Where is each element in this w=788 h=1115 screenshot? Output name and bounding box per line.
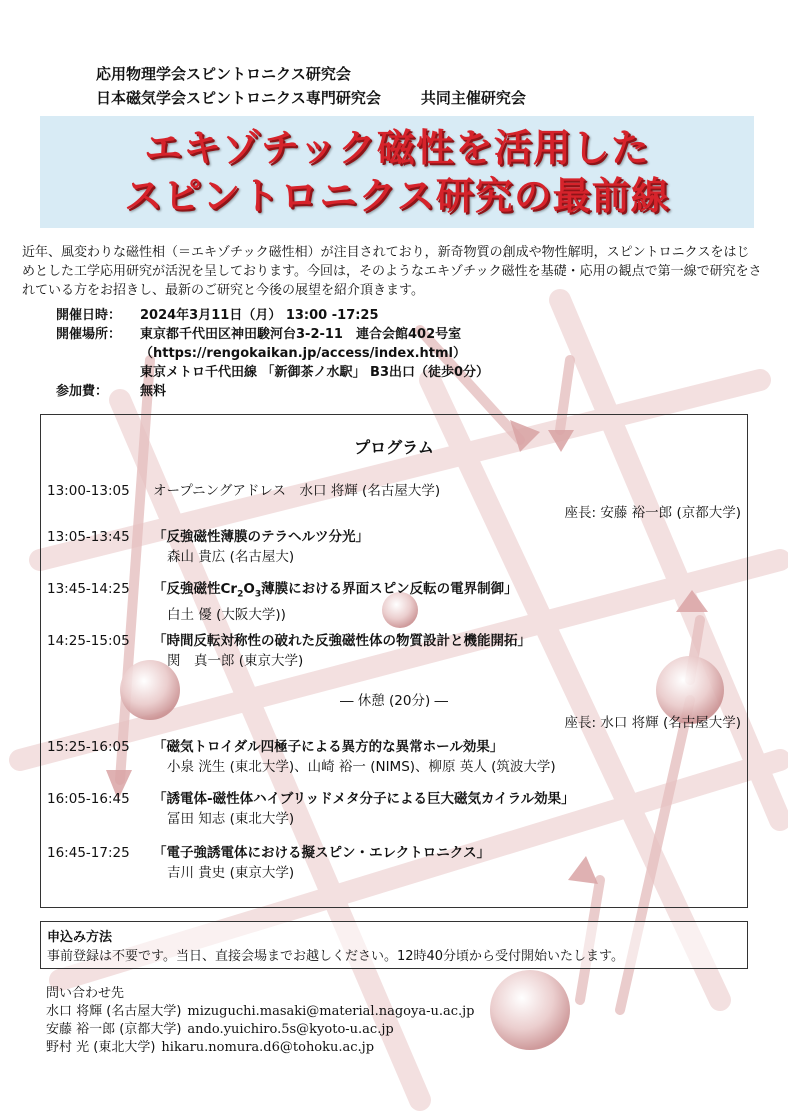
talk-1-title: 「反強磁性薄膜のテラヘルツ分光」 bbox=[153, 529, 369, 545]
talk-6-title: 「電子強誘電体における擬スピン・エレクトロニクス」 bbox=[153, 845, 491, 861]
program-box bbox=[40, 414, 748, 908]
talk-2-title: 「反強磁性$Cr_2O_3$薄膜における界面スピン反転の電界制御」 bbox=[153, 581, 518, 600]
program-talk-5 bbox=[47, 789, 741, 829]
intro-paragraph: 近年、風変わりな磁性相（＝エキゾチック磁性相）が注目されており，新奇物質の創成や物性解明，スピントロニクスをはじめとした工学応用研究が活況を呈しております。今回は，そのようなエキゾチック磁性を基礎・応用の観点で第一線で研究をされている方をお招きし、最新のご研究と今後の展望を紹介頂きます。 bbox=[22, 245, 762, 298]
organizer-2 bbox=[96, 86, 526, 110]
title-banner bbox=[40, 116, 754, 228]
talk-2-speaker: 白土 優 (大阪大学)) bbox=[167, 606, 286, 623]
talk-2-time: 13:45-14:25 bbox=[47, 581, 130, 597]
contact-section bbox=[46, 985, 475, 1057]
registration-text: 事前登録は不要です。当日、直接会場までお越しください。12時40分頃から受付開始いたします。 bbox=[47, 949, 625, 964]
contact-heading: 問い合わせ先 bbox=[46, 986, 125, 1001]
talk-6-time: 16:45-17:25 bbox=[47, 845, 130, 861]
date-label: 開催日時： bbox=[56, 308, 122, 323]
talk-3-speaker: 関 真一郎 (東京大学) bbox=[167, 653, 304, 669]
talk-5-title: 「誘電体-磁性体ハイブリッドメタ分子による巨大磁気カイラル効果」 bbox=[153, 791, 575, 807]
program-talk-4 bbox=[47, 737, 741, 777]
venue-access: 東京メトロ千代田線 「新御茶ノ水駅」 B3出口（徒歩0分） bbox=[140, 365, 490, 380]
opening-time: 13:00-13:05 bbox=[47, 483, 130, 499]
event-info bbox=[56, 306, 489, 401]
title-line-1: エキゾチック磁性を活用した bbox=[144, 126, 650, 170]
contact-name: 野村 光 (東北大学) bbox=[46, 1040, 156, 1055]
talk-3-time: 14:25-15:05 bbox=[47, 633, 130, 649]
venue-value: 東京都千代田区神田駿河台3-2-11 連合会館402号室 bbox=[140, 327, 462, 342]
registration-box bbox=[40, 921, 748, 969]
title-line-2: スピントロニクス研究の最前線 bbox=[124, 174, 670, 218]
date-value: 2024年3月11日（月） 13:00 -17:25 bbox=[140, 308, 379, 323]
chair-1: 座長: 安藤 裕一郎 (京都大学) bbox=[564, 505, 741, 521]
program-heading: プログラム bbox=[354, 438, 434, 457]
fee-label: 参加費： bbox=[56, 384, 109, 399]
contact-email-link[interactable]: hikaru.nomura.d6@tohoku.ac.jp bbox=[161, 1040, 375, 1055]
talk-4-title: 「磁気トロイダル四極子による異方的な異常ホール効果」 bbox=[153, 739, 504, 755]
contact-row bbox=[46, 1039, 475, 1057]
talk-3-title: 「時間反転対称性の破れた反強磁性体の物質設計と機能開拓」 bbox=[153, 633, 531, 649]
registration-heading: 申込み方法 bbox=[47, 930, 113, 945]
venue-url: （https://rengokaikan.jp/access/index.html） bbox=[140, 346, 466, 361]
venue-row bbox=[56, 325, 489, 344]
fee-value: 無料 bbox=[140, 384, 167, 399]
talk-6-speaker: 吉川 貴史 (東京大学) bbox=[167, 865, 295, 881]
contact-email-link[interactable]: ando.yuichiro.5s@kyoto-u.ac.jp bbox=[187, 1022, 394, 1037]
opening-text: オープニングアドレス 水口 将輝 (名古屋大学) bbox=[153, 483, 441, 499]
chair-2: 座長: 水口 将輝 (名古屋大学) bbox=[564, 715, 741, 731]
talk-1-time: 13:05-13:45 bbox=[47, 529, 130, 545]
program-talk-2 bbox=[47, 579, 741, 625]
talk-4-speaker: 小泉 洸生 (東北大学)、山崎 裕一 (NIMS)、柳原 英人 (筑波大学) bbox=[167, 759, 556, 775]
organizers bbox=[96, 62, 526, 110]
talk-1-speaker: 森山 貴広 (名古屋大) bbox=[167, 549, 295, 565]
fee-row bbox=[56, 382, 489, 401]
contact-row bbox=[46, 1021, 475, 1039]
contact-row bbox=[46, 1003, 475, 1021]
organizer-2-name: 日本磁気学会スピントロニクス専門研究会 bbox=[96, 89, 381, 107]
break-label: ― 休憩 (20分) ― bbox=[339, 693, 449, 709]
talk-4-time: 15:25-16:05 bbox=[47, 739, 130, 755]
program-talk-3 bbox=[47, 631, 741, 671]
talk-5-time: 16:05-16:45 bbox=[47, 791, 130, 807]
organizer-1: 応用物理学会スピントロニクス研究会 bbox=[96, 65, 351, 83]
co-host-label: 共同主催研究会 bbox=[420, 89, 526, 107]
contact-name: 安藤 裕一郎 (京都大学) bbox=[46, 1022, 182, 1037]
program-talk-1 bbox=[47, 527, 741, 567]
program-opening bbox=[47, 481, 741, 501]
program-talk-6 bbox=[47, 843, 741, 883]
contact-email-link[interactable]: mizuguchi.masaki@material.nagoya-u.ac.jp bbox=[187, 1004, 475, 1019]
talk-5-speaker: 冨田 知志 (東北大学) bbox=[167, 811, 295, 827]
contact-name: 水口 将輝 (名古屋大学) bbox=[46, 1004, 182, 1019]
venue-label: 開催場所： bbox=[56, 327, 122, 342]
date-row bbox=[56, 306, 489, 325]
